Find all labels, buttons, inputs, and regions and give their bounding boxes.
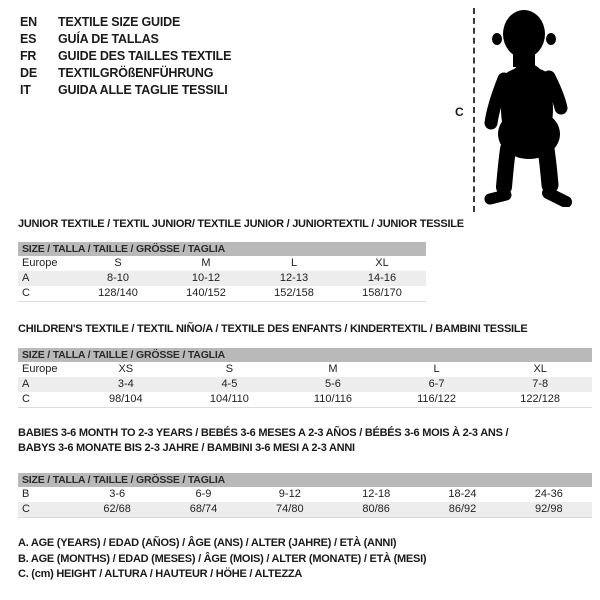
language-name: TEXTILGRÖßENFÜHRUNG bbox=[58, 66, 214, 80]
table-cell: M bbox=[328, 363, 338, 375]
table-cell: 6-7 bbox=[428, 378, 445, 390]
row-label: C bbox=[22, 503, 30, 515]
table-cell: 12-13 bbox=[279, 272, 309, 284]
baby-silhouette bbox=[482, 9, 574, 207]
table-cell: 116/122 bbox=[417, 393, 457, 405]
table-row bbox=[18, 377, 592, 392]
table-cell: 12-18 bbox=[362, 488, 391, 500]
children-section bbox=[18, 322, 592, 408]
language-code: IT bbox=[20, 83, 31, 97]
table-cell: 7-8 bbox=[532, 378, 549, 390]
table-cell: 9-12 bbox=[278, 488, 301, 500]
table-cell: 6-9 bbox=[195, 488, 212, 500]
row-label: Europe bbox=[22, 257, 58, 269]
language-code: DE bbox=[20, 66, 37, 80]
table-cell: XL bbox=[533, 363, 547, 375]
junior-section bbox=[18, 217, 464, 302]
table-row bbox=[18, 487, 592, 502]
table-cell: 8-10 bbox=[106, 272, 130, 284]
babies-section bbox=[18, 426, 592, 518]
table-cell: 3-6 bbox=[109, 488, 126, 500]
table-cell: 86/92 bbox=[448, 503, 477, 515]
junior-table-rows bbox=[18, 256, 426, 301]
row-label: Europe bbox=[22, 363, 58, 375]
table-cell: 122/128 bbox=[520, 393, 561, 405]
table-cell: 4-5 bbox=[221, 378, 238, 390]
row-label: C bbox=[22, 287, 30, 299]
language-row bbox=[20, 65, 231, 82]
size-header-bar: SIZE / TALLA / TAILLE / GRÖSSE / TAGLIA bbox=[18, 242, 426, 256]
table-cell: 3-4 bbox=[117, 378, 134, 390]
table-cell: 18-24 bbox=[448, 488, 477, 500]
table-cell: 5-6 bbox=[325, 378, 341, 390]
junior-table-title bbox=[18, 217, 464, 232]
table-cell: L bbox=[433, 363, 440, 375]
table-row bbox=[18, 392, 592, 407]
row-label: B bbox=[22, 488, 30, 500]
language-row bbox=[20, 14, 231, 31]
language-name: GUIDE DES TAILLES TEXTILE bbox=[58, 49, 232, 63]
row-label: C bbox=[22, 393, 30, 405]
footnote-list bbox=[18, 536, 426, 583]
size-header-bar: SIZE / TALLA / TAILLE / GRÖSSE / TAGLIA bbox=[18, 348, 592, 362]
table-cell: 98/104 bbox=[108, 393, 143, 405]
table-cell: XL bbox=[375, 257, 389, 269]
title-line: JUNIOR TEXTILE / TEXTIL JUNIOR/ TEXTILE JUNIOR / JUNIORTEXTIL / JUNIOR TESSILE bbox=[18, 218, 464, 230]
table-cell: 80/86 bbox=[362, 503, 390, 515]
language-code: FR bbox=[20, 49, 37, 63]
footnote-a: A. AGE (YEARS) / EDAD (AÑOS) / ÂGE (ANS) / ALTER (JAHRE) / ETÀ (ANNI) bbox=[18, 537, 397, 549]
language-row bbox=[20, 82, 231, 99]
children-table-rows bbox=[18, 362, 592, 407]
language-code: ES bbox=[20, 32, 37, 46]
height-measure-label: C bbox=[455, 105, 464, 119]
table-cell: 104/110 bbox=[209, 393, 249, 405]
footnote-c: C. (cm) HEIGHT / ALTURA / HAUTEUR / HÖHE / ALTEZZA bbox=[18, 568, 303, 580]
language-row bbox=[20, 31, 231, 48]
table-cell: 92/98 bbox=[535, 503, 563, 515]
language-name: TEXTILE SIZE GUIDE bbox=[58, 15, 181, 29]
title-line: CHILDREN'S TEXTILE / TEXTIL NIÑO/A / TEXTILE DES ENFANTS / KINDERTEXTIL / BAMBINI TESSILE bbox=[18, 323, 528, 335]
height-measure-dashed-line bbox=[473, 8, 475, 212]
table-cell: L bbox=[290, 257, 298, 269]
table-cell: 24-36 bbox=[534, 488, 563, 500]
babies-table bbox=[18, 473, 592, 518]
row-label: A bbox=[22, 378, 30, 390]
babies-table-title bbox=[18, 426, 592, 456]
footnote-b: B. AGE (MONTHS) / EDAD (MESES) / ÂGE (MOIS) / ALTER (MONATE) / ETÀ (MESI) bbox=[18, 552, 427, 565]
table-cell: 152/158 bbox=[274, 287, 314, 299]
table-cell: 62/68 bbox=[103, 503, 131, 515]
babies-table-rows bbox=[18, 487, 592, 517]
language-name: GUIDA ALLE TAGLIE TESSILI bbox=[58, 83, 228, 97]
title-line: BABIES 3-6 MONTH TO 2-3 YEARS / BEBÉS 3-6 MESES A 2-3 AÑOS / BÉBÉS 3-6 MOIS À 2-3 ANS / bbox=[18, 427, 509, 439]
table-cell: S bbox=[225, 363, 234, 375]
table-row bbox=[18, 286, 426, 301]
language-name: GUÍA DE TALLAS bbox=[58, 32, 159, 46]
table-cell: M bbox=[201, 257, 211, 269]
table-cell: 158/170 bbox=[362, 287, 402, 299]
table-cell: 140/152 bbox=[186, 287, 226, 299]
language-code: EN bbox=[20, 15, 37, 29]
row-label: A bbox=[22, 272, 30, 284]
language-list bbox=[20, 14, 231, 99]
table-cell: S bbox=[114, 257, 122, 269]
title-line: BABYS 3-6 MONATE BIS 2-3 JAHRE / BAMBINI 3-6 MESI A 2-3 ANNI bbox=[18, 442, 355, 454]
table-cell: 74/80 bbox=[276, 503, 304, 515]
table-cell: 10-12 bbox=[191, 272, 221, 284]
table-row bbox=[18, 271, 426, 286]
table-cell: 14-16 bbox=[367, 272, 397, 284]
table-cell: 128/140 bbox=[98, 287, 138, 299]
language-row bbox=[20, 48, 231, 65]
table-row bbox=[18, 256, 426, 271]
children-table-title bbox=[18, 322, 592, 337]
table-row bbox=[18, 362, 592, 377]
junior-table bbox=[18, 242, 426, 302]
table-cell: 68/74 bbox=[189, 503, 218, 515]
table-cell: 110/116 bbox=[313, 393, 353, 405]
table-row bbox=[18, 502, 592, 517]
table-cell: XS bbox=[118, 363, 134, 375]
size-header-bar: SIZE / TALLA / TAILLE / GRÖSSE / TAGLIA bbox=[18, 473, 592, 487]
children-table bbox=[18, 348, 592, 408]
